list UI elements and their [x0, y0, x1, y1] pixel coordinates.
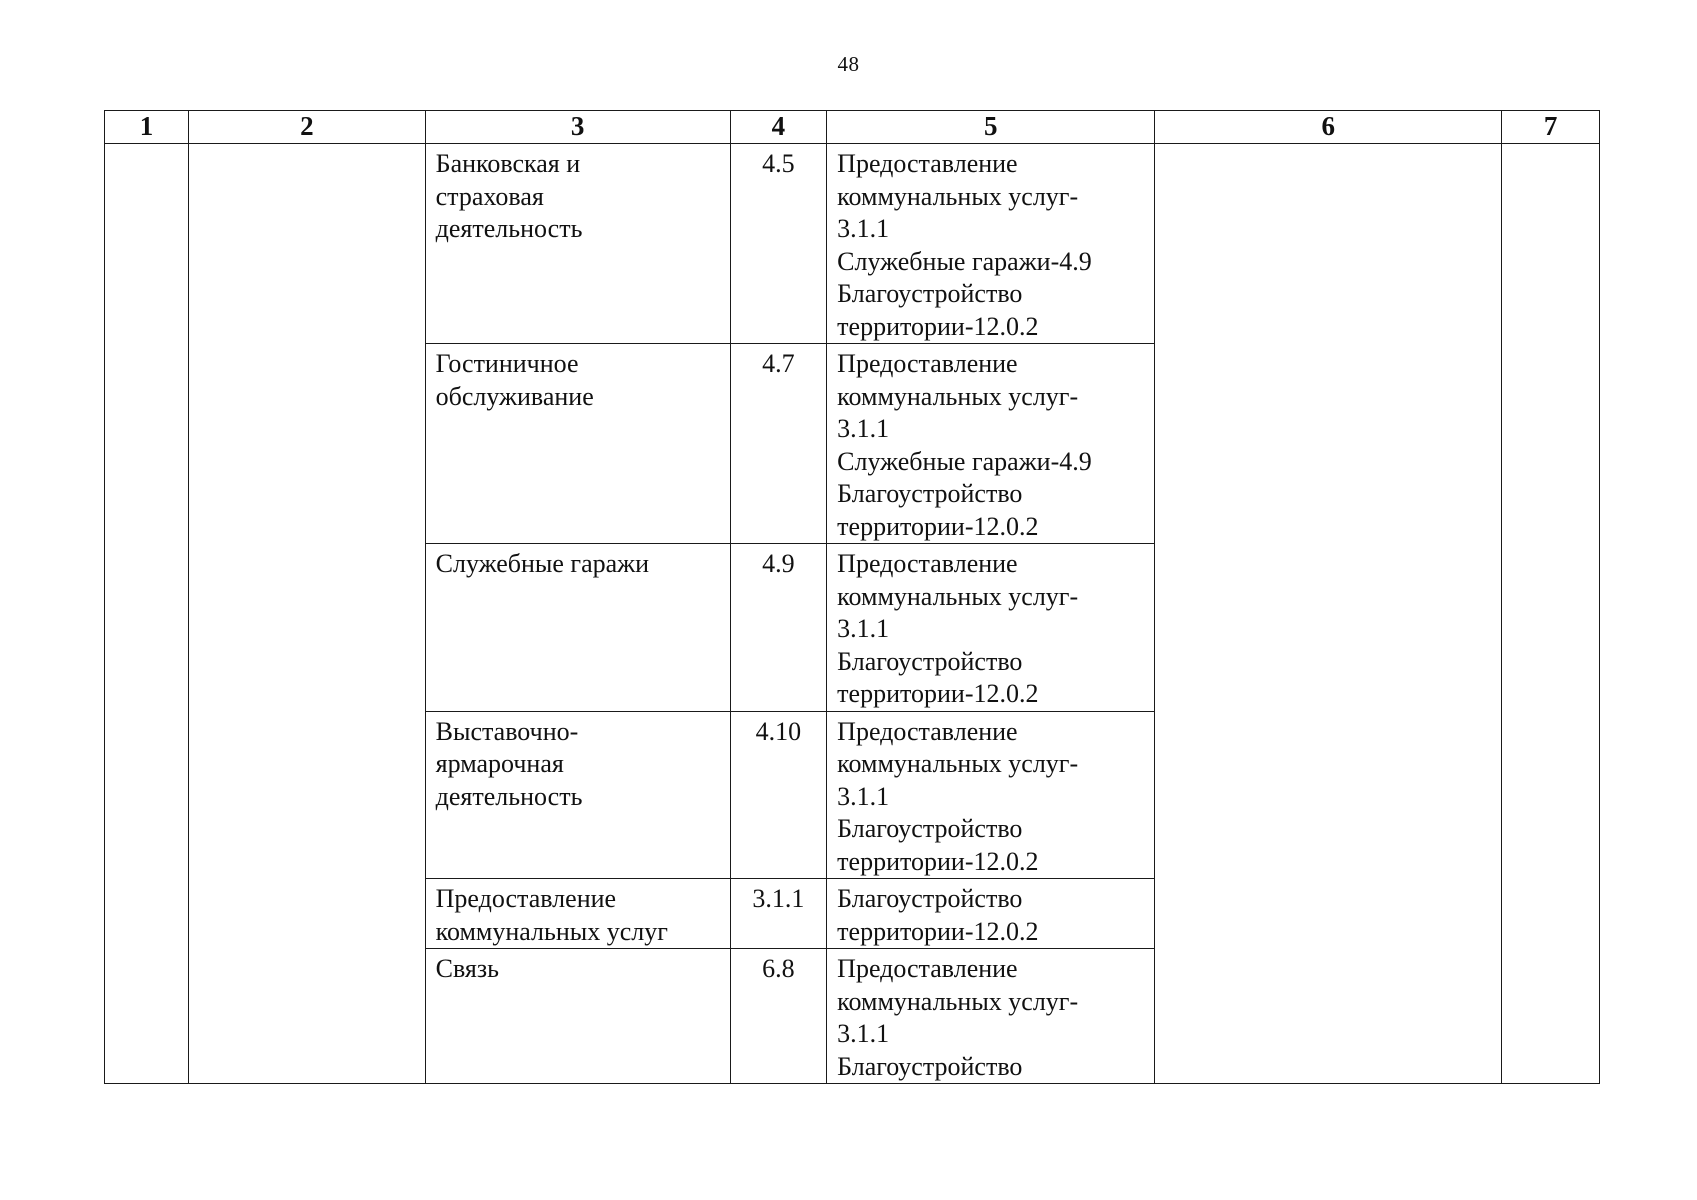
related-uses: [827, 949, 1155, 1084]
related-use-line: коммунальных услуг-: [837, 749, 1079, 778]
use-type-code: 6.8: [730, 949, 827, 1084]
table-row: [426, 144, 1155, 344]
table-row: [426, 544, 1155, 712]
related-use-line: коммунальных услуг-: [837, 581, 1079, 611]
use-type-name-line: Предоставление: [435, 884, 617, 913]
column-header-7: 7: [1502, 111, 1600, 144]
column-header-5: 5: [827, 111, 1155, 144]
related-uses: [827, 879, 1155, 949]
use-type-code: 4.5: [730, 144, 827, 344]
column-header-3: 3: [425, 111, 730, 144]
page-number: 48: [837, 52, 860, 76]
use-types-list: [426, 144, 1155, 1083]
use-type-name: [426, 544, 730, 712]
use-type-name-line: страховая: [435, 181, 544, 211]
use-type-code: 4.7: [730, 344, 827, 544]
related-uses: [827, 344, 1155, 544]
related-uses: [827, 711, 1155, 879]
use-type-code: 4.10: [730, 711, 827, 879]
cell-col-1: [105, 144, 189, 1084]
column-header-6: 6: [1155, 111, 1502, 144]
related-use-line: Благоустройство: [837, 1051, 1023, 1081]
related-use-line: Благоустройство: [837, 279, 1023, 308]
use-type-code: 3.1.1: [730, 879, 827, 949]
related-uses: [827, 144, 1155, 344]
related-use-line: Предоставление: [837, 149, 1018, 178]
use-type-name-line: Служебные гаражи: [435, 549, 650, 578]
related-use-line: 3.1.1: [837, 1019, 890, 1048]
related-use-line: территории-12.0.2: [837, 311, 1039, 341]
related-use-line: территории-12.0.2: [837, 916, 1039, 946]
related-use-line: Благоустройство: [837, 814, 1023, 843]
use-type-name: [426, 879, 730, 949]
related-use-line: коммунальных услуг-: [837, 986, 1079, 1016]
column-header-4: 4: [730, 111, 827, 144]
cell-col-2: [189, 144, 426, 1084]
related-use-line: территории-12.0.2: [837, 679, 1039, 708]
column-header-1: 1: [105, 111, 189, 144]
related-use-line: 3.1.1: [837, 414, 890, 443]
related-use-line: коммунальных услуг-: [837, 181, 1079, 211]
column-header-2: 2: [189, 111, 426, 144]
related-use-line: территории-12.0.2: [837, 846, 1039, 876]
cell-col-7: [1502, 144, 1600, 1084]
cell-col-6: [1155, 144, 1502, 1084]
related-use-line: территории-12.0.2: [837, 511, 1039, 541]
use-type-name-line: Связь: [435, 954, 500, 983]
related-use-line: Служебные гаражи-4.9: [837, 446, 1092, 476]
related-use-line: коммунальных услуг-: [837, 381, 1079, 411]
related-use-line: Предоставление: [837, 716, 1018, 746]
related-use-line: Предоставление: [837, 549, 1018, 578]
zoning-table: [104, 110, 1600, 1084]
table-row: [426, 711, 1155, 879]
related-use-line: Предоставление: [837, 349, 1018, 378]
use-type-name: [426, 344, 730, 544]
use-type-name: [426, 711, 730, 879]
table-header-row: [105, 111, 1600, 144]
use-type-name-line: Выставочно-: [435, 716, 579, 746]
use-type-name: [426, 144, 730, 344]
use-type-code: 4.9: [730, 544, 827, 712]
use-type-name-line: деятельность: [435, 214, 583, 243]
related-use-line: 3.1.1: [837, 781, 890, 811]
use-type-name-line: Банковская и: [435, 149, 581, 178]
use-types-cell: [425, 144, 1155, 1084]
related-use-line: 3.1.1: [837, 214, 890, 243]
use-type-name-line: ярмарочная: [435, 749, 564, 778]
use-type-name-line: Гостиничное: [435, 349, 579, 378]
table-row: [426, 949, 1155, 1084]
related-use-line: Благоустройство: [837, 479, 1023, 508]
related-use-line: Предоставление: [837, 954, 1018, 983]
related-use-line: Благоустройство: [837, 646, 1023, 676]
use-type-name-line: обслуживание: [435, 381, 594, 411]
table-body-row: [105, 144, 1600, 1084]
related-use-line: 3.1.1: [837, 614, 890, 643]
related-uses: [827, 544, 1155, 712]
related-use-line: Служебные гаражи-4.9: [837, 246, 1092, 276]
use-type-name-line: деятельность: [435, 781, 583, 811]
use-type-name-line: коммунальных услуг: [435, 916, 668, 946]
table-row: [426, 879, 1155, 949]
use-type-name: [426, 949, 730, 1084]
related-use-line: Благоустройство: [837, 884, 1023, 913]
table-row: [426, 344, 1155, 544]
